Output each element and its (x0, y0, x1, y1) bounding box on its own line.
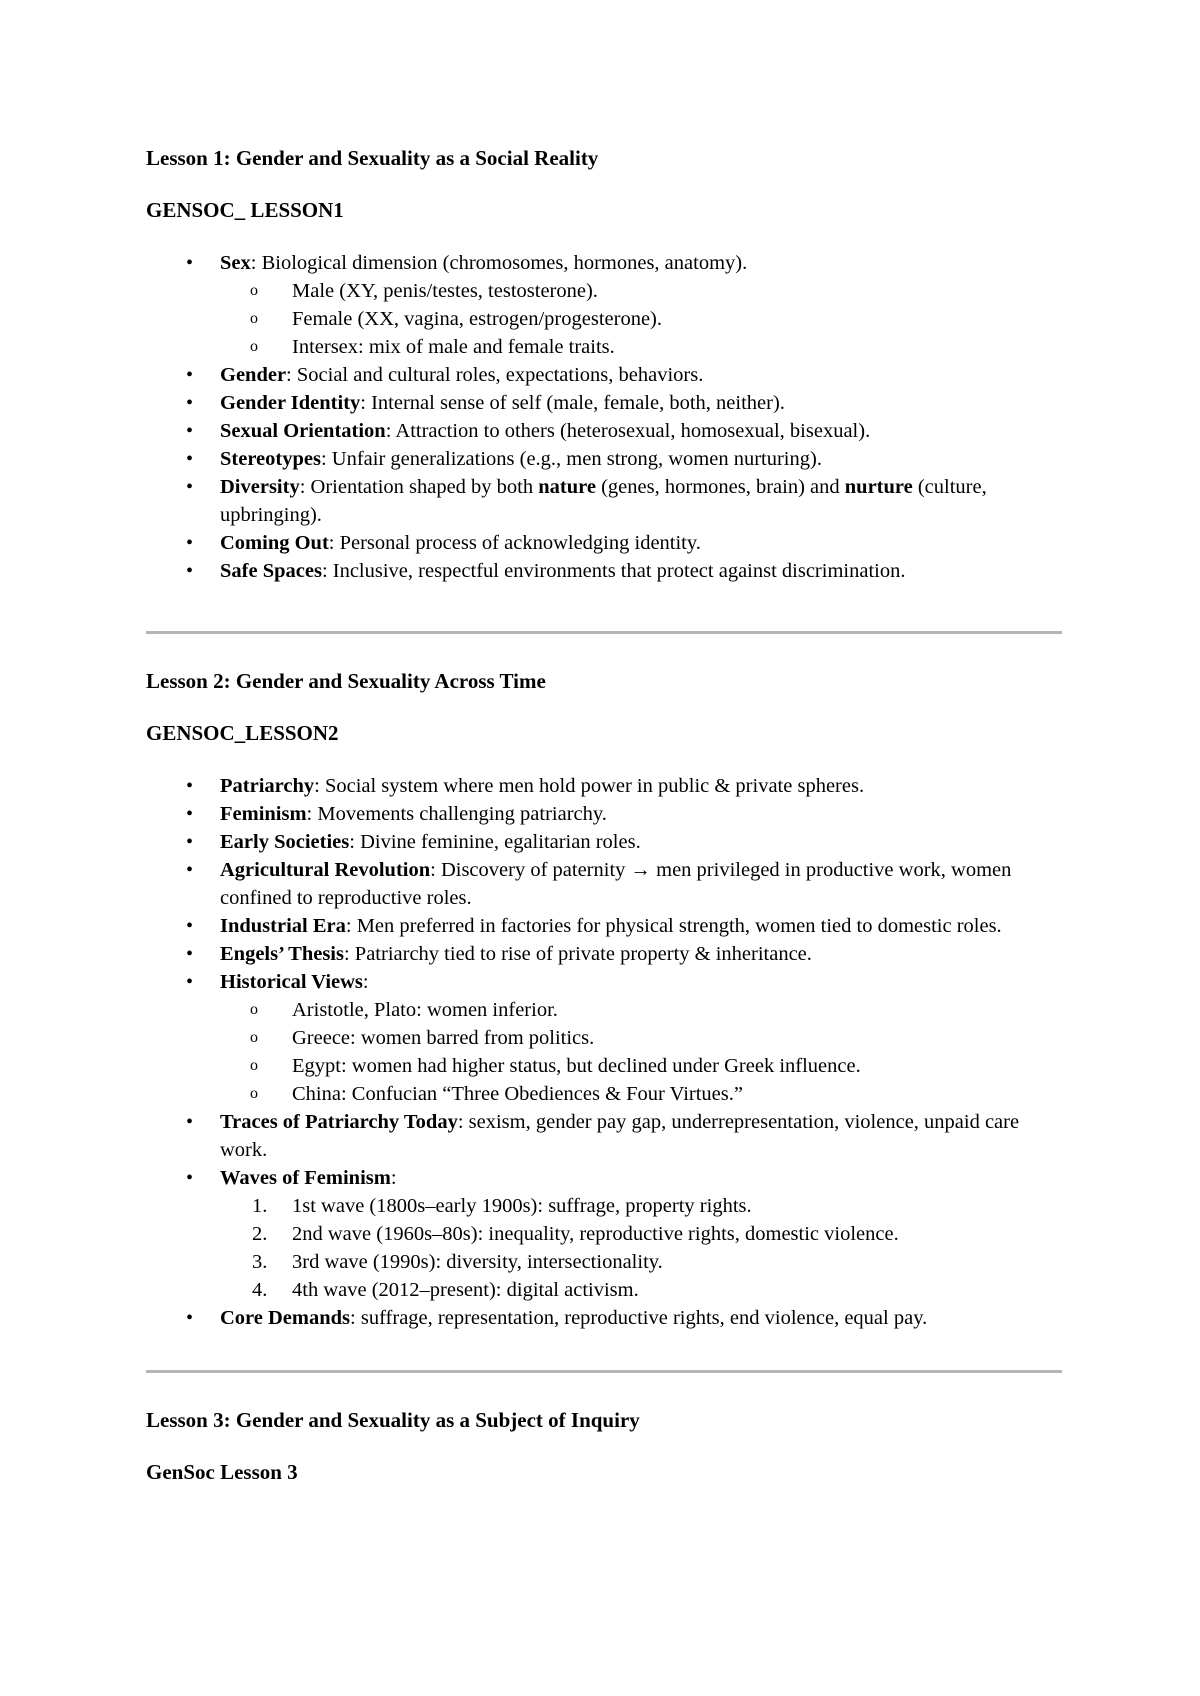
lesson-3-code: GenSoc Lesson 3 (146, 1460, 298, 1484)
section-divider (146, 631, 1062, 634)
item-number: 2. (252, 1223, 268, 1245)
list-item (146, 828, 1066, 856)
lesson-2-title: Lesson 2: Gender and Sexuality Across Time (146, 669, 546, 693)
item-number: 3. (252, 1251, 268, 1273)
term: Patriarchy (220, 775, 315, 797)
definition: (genes, hormones, brain) and (595, 476, 845, 498)
lesson-1-section (146, 145, 1066, 585)
term: Historical Views (220, 971, 363, 993)
lesson-3-section (146, 1407, 1066, 1485)
term: Sex (220, 252, 251, 274)
term: Waves of Feminism (220, 1167, 391, 1189)
definition: : sexism, gender pay gap, underrepresentation, violence, unpaid care work. (220, 1111, 1020, 1161)
definition: : (362, 971, 369, 993)
list-item (146, 1304, 1066, 1332)
term: Coming Out (220, 532, 329, 554)
definition: : Attraction to others (heterosexual, homosexual, bisexual). (385, 420, 871, 442)
list-item (146, 249, 1066, 361)
list-item (146, 529, 1066, 557)
sub-list-item: o China: Confucian “Three Obediences & Four Virtues.” (220, 1080, 1066, 1108)
sub-list-item: o Female (XX, vagina, estrogen/progesterone). (220, 305, 1066, 333)
definition: : Men preferred in factories for physical strength, women tied to domestic roles. (345, 915, 1002, 937)
item-text: 4th wave (2012–present): digital activism. (292, 1279, 639, 1301)
sub-list-item: o Intersex: mix of male and female traits. (220, 333, 1066, 361)
term: Traces of Patriarchy Today (220, 1111, 458, 1133)
definition: : Movements challenging patriarchy. (306, 803, 607, 825)
term: Stereotypes (220, 448, 321, 470)
item-number: 4. (252, 1279, 268, 1301)
definition: : suffrage, representation, reproductive rights, end violence, equal pay. (350, 1307, 928, 1329)
term: Feminism (220, 803, 307, 825)
term: Early Societies (220, 831, 350, 853)
list-item (146, 772, 1066, 800)
term: Engels’ Thesis (220, 943, 344, 965)
list-item (146, 800, 1066, 828)
item-text: 1st wave (1800s–early 1900s): suffrage, property rights. (292, 1195, 752, 1217)
term: Agricultural Revolution (220, 859, 431, 881)
sub-list (220, 277, 1066, 361)
list-item (146, 389, 1066, 417)
item-text: 2nd wave (1960s–80s): inequality, reproductive rights, domestic violence. (292, 1223, 899, 1245)
list-item (146, 912, 1066, 940)
term: Safe Spaces (220, 560, 322, 582)
definition: : Social system where men hold power in public & private spheres. (314, 775, 865, 797)
definition: : Biological dimension (chromosomes, hormones, anatomy). (250, 252, 748, 274)
lesson-1-list (146, 249, 1066, 585)
list-item (146, 473, 1066, 529)
list-item (146, 557, 1066, 585)
definition: : Unfair generalizations (e.g., men strong, women nurturing). (320, 448, 822, 470)
sub-list-item: o Greece: women barred from politics. (220, 1024, 1066, 1052)
definition: : Discovery of paternity → men privileged in productive work, women confined to reproductive roles. (220, 859, 1012, 909)
sub-list-item: o Male (XY, penis/testes, testosterone). (220, 277, 1066, 305)
numbered-list (220, 1192, 1066, 1304)
term: Gender Identity (220, 392, 361, 414)
definition: : Internal sense of self (male, female, both, neither). (360, 392, 785, 414)
list-item (146, 1164, 1066, 1304)
lesson-2-section (146, 668, 1066, 1332)
term: Sexual Orientation (220, 420, 386, 442)
term: Diversity (220, 476, 300, 498)
lesson-1-code: GENSOC_ LESSON1 (146, 198, 344, 222)
definition: : Orientation shaped by both (299, 476, 539, 498)
list-item (146, 856, 1066, 912)
definition: : Divine feminine, egalitarian roles. (349, 831, 641, 853)
definition: : (390, 1167, 397, 1189)
section-divider (146, 1370, 1062, 1373)
numbered-item (220, 1220, 1066, 1248)
item-number: 1. (252, 1195, 268, 1217)
term: Core Demands (220, 1307, 351, 1329)
term-nurture: nurture (844, 476, 913, 498)
document-page (146, 145, 1066, 1485)
definition: : Social and cultural roles, expectations, behaviors. (286, 364, 704, 386)
list-item (146, 417, 1066, 445)
lesson-2-code: GENSOC_LESSON2 (146, 721, 339, 745)
list-item (146, 968, 1066, 1108)
term: Industrial Era (220, 915, 346, 937)
list-item (146, 940, 1066, 968)
definition: : Personal process of acknowledging identity. (328, 532, 701, 554)
list-item (146, 445, 1066, 473)
list-item (146, 1108, 1066, 1164)
sub-list-item: o Egypt: women had higher status, but declined under Greek influence. (220, 1052, 1066, 1080)
definition: (culture, upbringing). (220, 476, 987, 526)
sub-list-item: o Aristotle, Plato: women inferior. (220, 996, 1066, 1024)
definition: : Patriarchy tied to rise of private property & inheritance. (343, 943, 812, 965)
lesson-2-list (146, 772, 1066, 1332)
definition: : Inclusive, respectful environments that protect against discrimination. (321, 560, 906, 582)
sub-list (220, 996, 1066, 1108)
numbered-item (220, 1276, 1066, 1304)
term-nature: nature (538, 476, 596, 498)
numbered-item (220, 1192, 1066, 1220)
item-text: 3rd wave (1990s): diversity, intersectionality. (292, 1251, 663, 1273)
list-item (146, 361, 1066, 389)
term: Gender (220, 364, 287, 386)
lesson-1-title: Lesson 1: Gender and Sexuality as a Social Reality (146, 146, 599, 170)
numbered-item (220, 1248, 1066, 1276)
lesson-3-title: Lesson 3: Gender and Sexuality as a Subject of Inquiry (146, 1408, 640, 1432)
